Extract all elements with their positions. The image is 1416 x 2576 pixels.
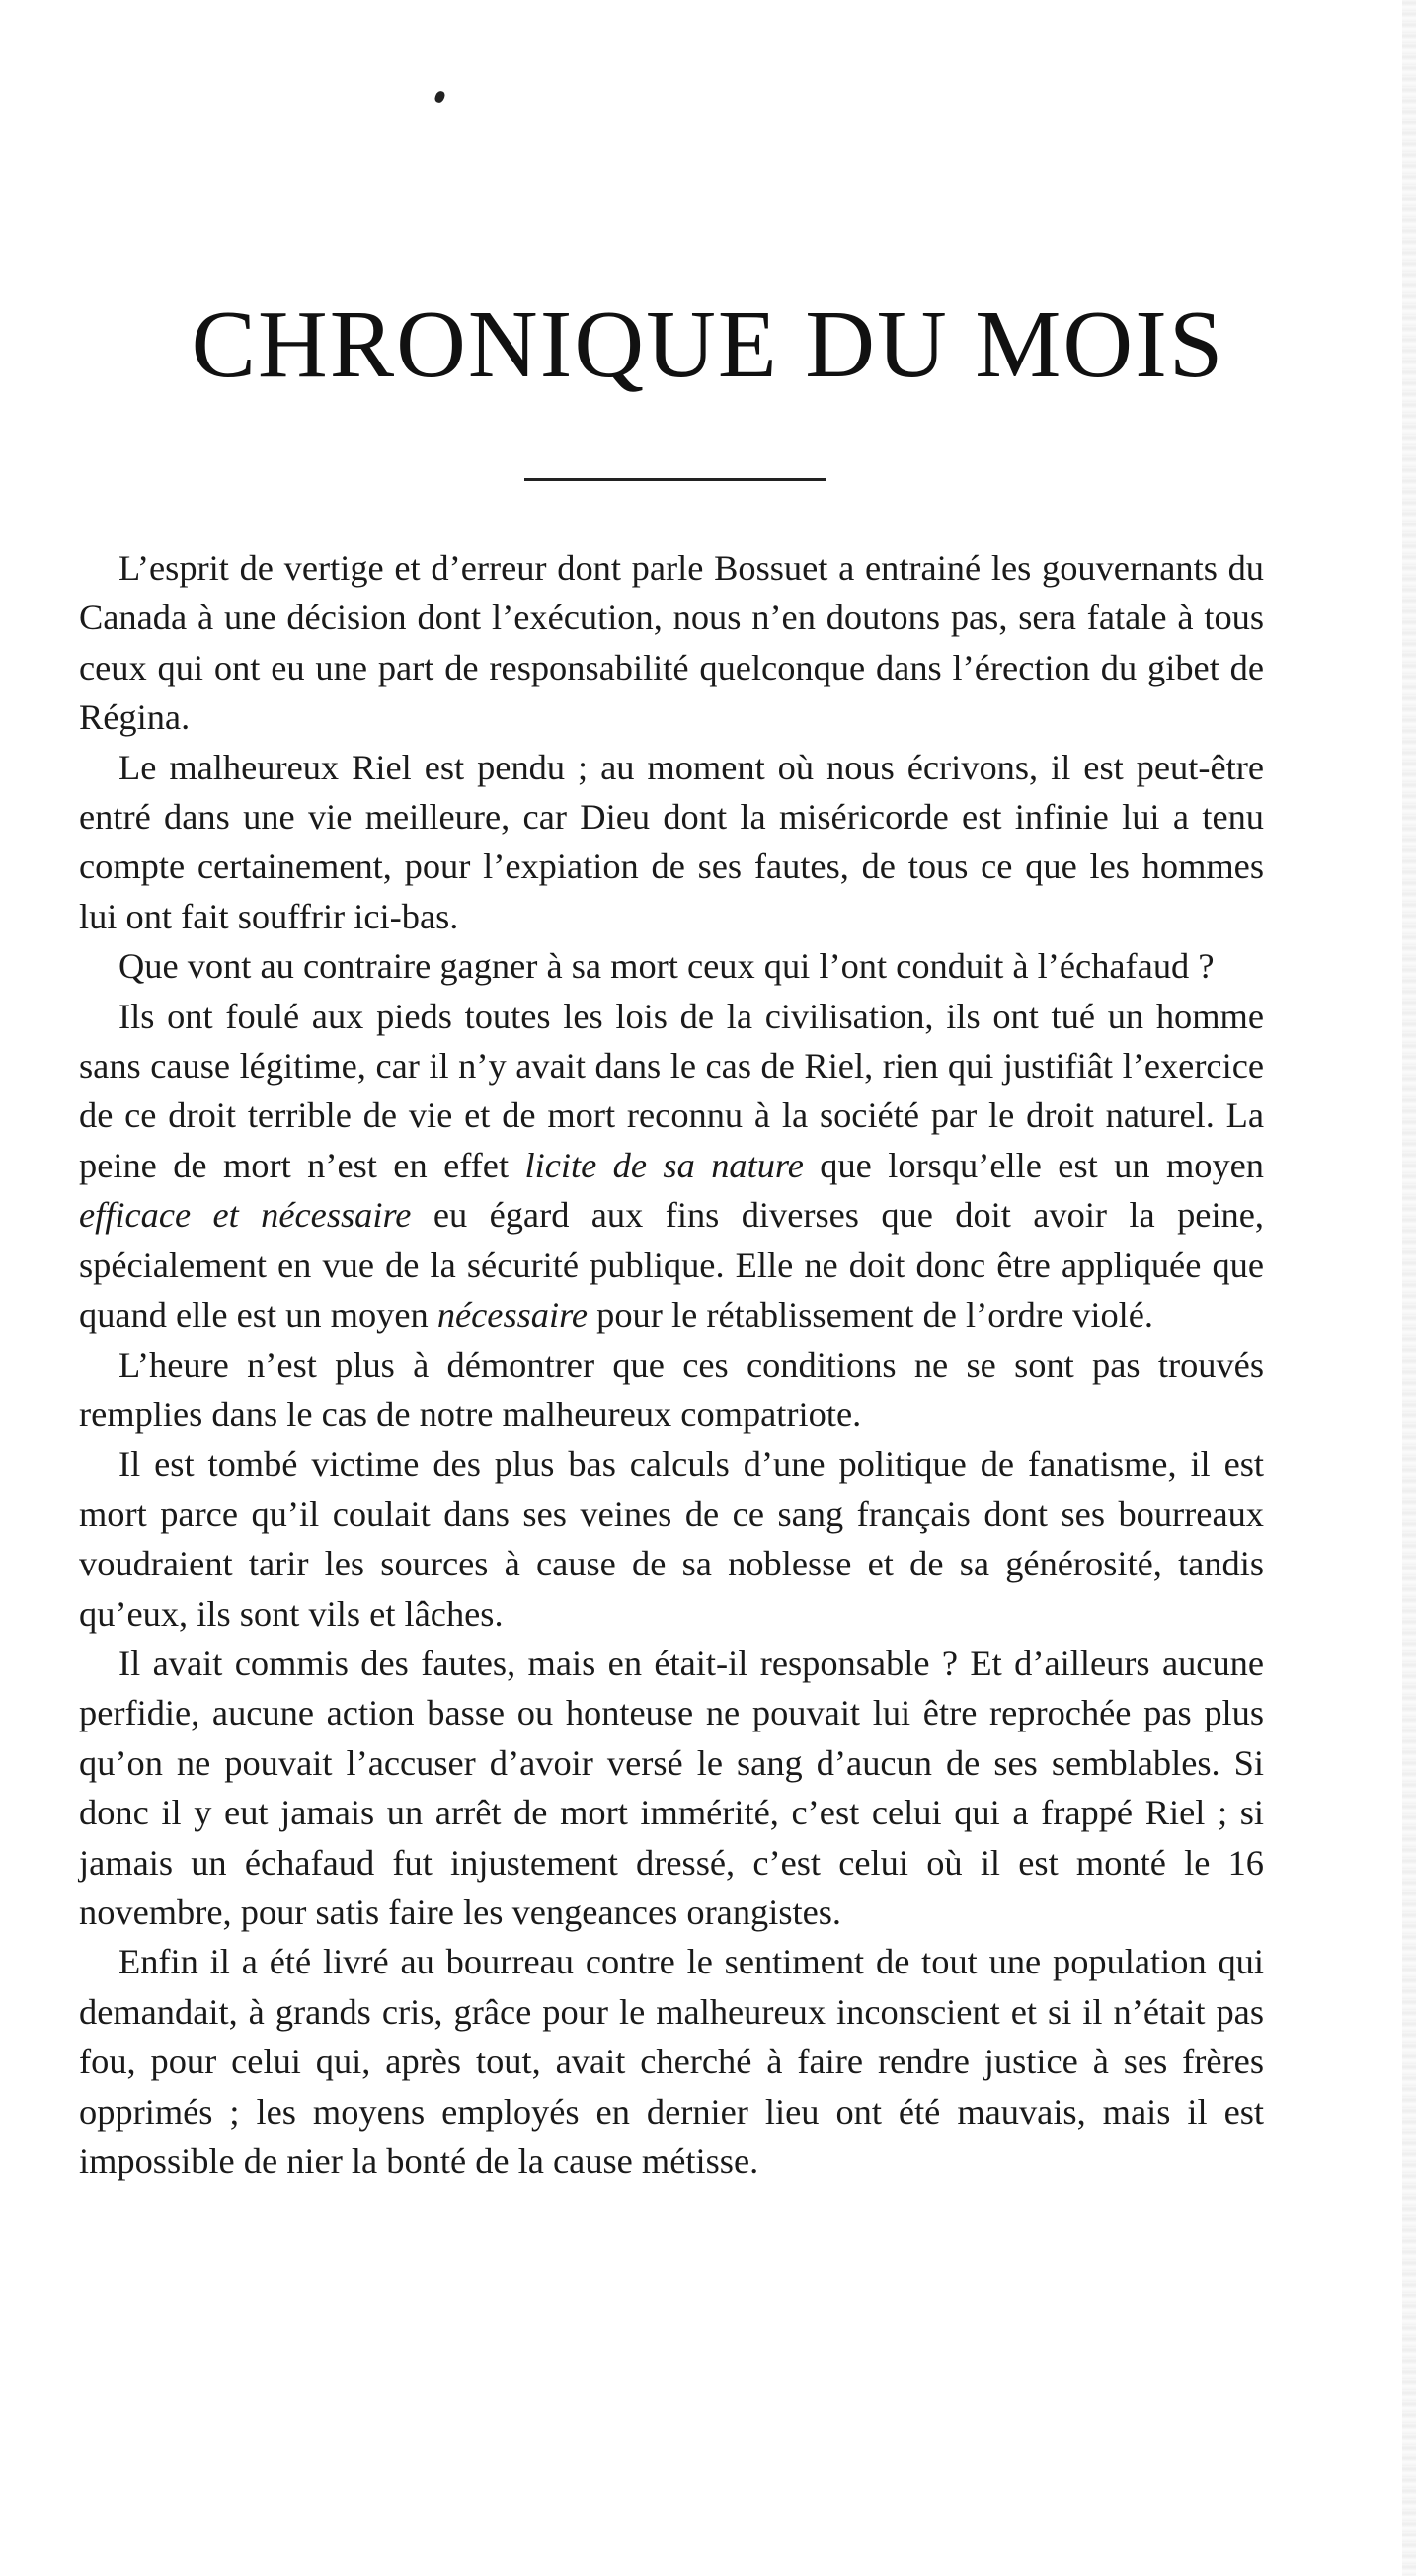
paragraph-text: eu égard aux fins diverses que doit avoir la peine, spécialement en vue de la sécurité publique. Elle ne doit donc être appliquée que quand elle est un moyen bbox=[79, 1195, 1264, 1335]
paragraph-text: que lorsqu’elle est un moyen bbox=[803, 1145, 1265, 1185]
paragraph: Que vont au contraire gagner à sa mort ceux qui l’ont conduit à l’échafaud ? bbox=[118, 946, 1215, 987]
paragraph-text: Ils ont foulé aux pieds toutes les lois de la civilisation, ils ont tué un homme sans cause légitime, car il n’y avait dans le cas de Riel, rien qui justifiât l’exercice de ce droit terrible de vie et de mort reconnu à la société par le droit naturel. La peine de mort n’est en effet bbox=[79, 996, 1264, 1185]
page-title: CHRONIQUE DU MOIS bbox=[191, 291, 1225, 398]
italic-phrase: licite de sa nature bbox=[524, 1145, 804, 1185]
paragraph: L’esprit de vertige et d’erreur dont parle Bossuet a entrainé les gouvernants du Canada à une décision dont l’exécution, nous n’en doutons pas, sera fatale à tous ceux qui ont eu une part de responsabilité quelconque dans l’érection du gibet de Régina. bbox=[79, 548, 1264, 738]
paragraph-text: pour le rétablissement de l’ordre violé. bbox=[588, 1295, 1154, 1335]
italic-phrase: efficace et nécessaire bbox=[79, 1195, 412, 1236]
title-rule bbox=[524, 478, 826, 481]
ink-speck bbox=[433, 90, 446, 104]
paragraph: L’heure n’est plus à démontrer que ces conditions ne se sont pas trouvés remplies dans le cas de notre malheureux compatriote. bbox=[79, 1344, 1264, 1434]
paragraph bbox=[79, 992, 1264, 1340]
article-body bbox=[79, 543, 1264, 2186]
paragraph: Il est tombé victime des plus bas calculs d’une politique de fanatisme, il est mort parce qu’il coulait dans ses veines de ce sang français dont ses bourreaux voudraient tarir les sources à cause de sa noblesse et de sa générosité, tandis qu’eux, ils sont vils et lâches. bbox=[79, 1444, 1264, 1634]
paragraph: Enfin il a été livré au bourreau contre le sentiment de tout une population qui demandait, à grands cris, grâce pour le malheureux inconscient et si il n’était pas fou, pour celui qui, après tout, avait cherché à faire rendre justice à ses frères opprimés ; les moyens employés en dernier lieu ont été mauvais, mais il est impossible de nier la bonté de la cause métisse. bbox=[79, 1942, 1264, 2181]
paragraph: Le malheureux Riel est pendu ; au moment où nous écrivons, il est peut-être entré dans une vie meilleure, car Dieu dont la miséricorde est infinie lui a tenu compte certainement, pour l’expiation de ses fautes, de tous ce que les hommes lui ont fait souffrir ici-bas. bbox=[79, 747, 1264, 936]
italic-phrase: nécessaire bbox=[436, 1295, 589, 1335]
paragraph: Il avait commis des fautes, mais en était-il responsable ? Et d’ailleurs aucune perfidie, aucune action basse ou honteuse ne pouvait lui être reprochée pas plus qu’on ne pouvait l’accuser d’avoir versé le sang d’aucun de ses semblables. Si donc il y eut jamais un arrêt de mort immérité, c’est celui qui a frappé Riel ; si jamais un échafaud fut injustement dressé, c’est celui où il est monté le 16 novembre, pour satis faire les vengeances orangistes. bbox=[79, 1643, 1264, 1932]
